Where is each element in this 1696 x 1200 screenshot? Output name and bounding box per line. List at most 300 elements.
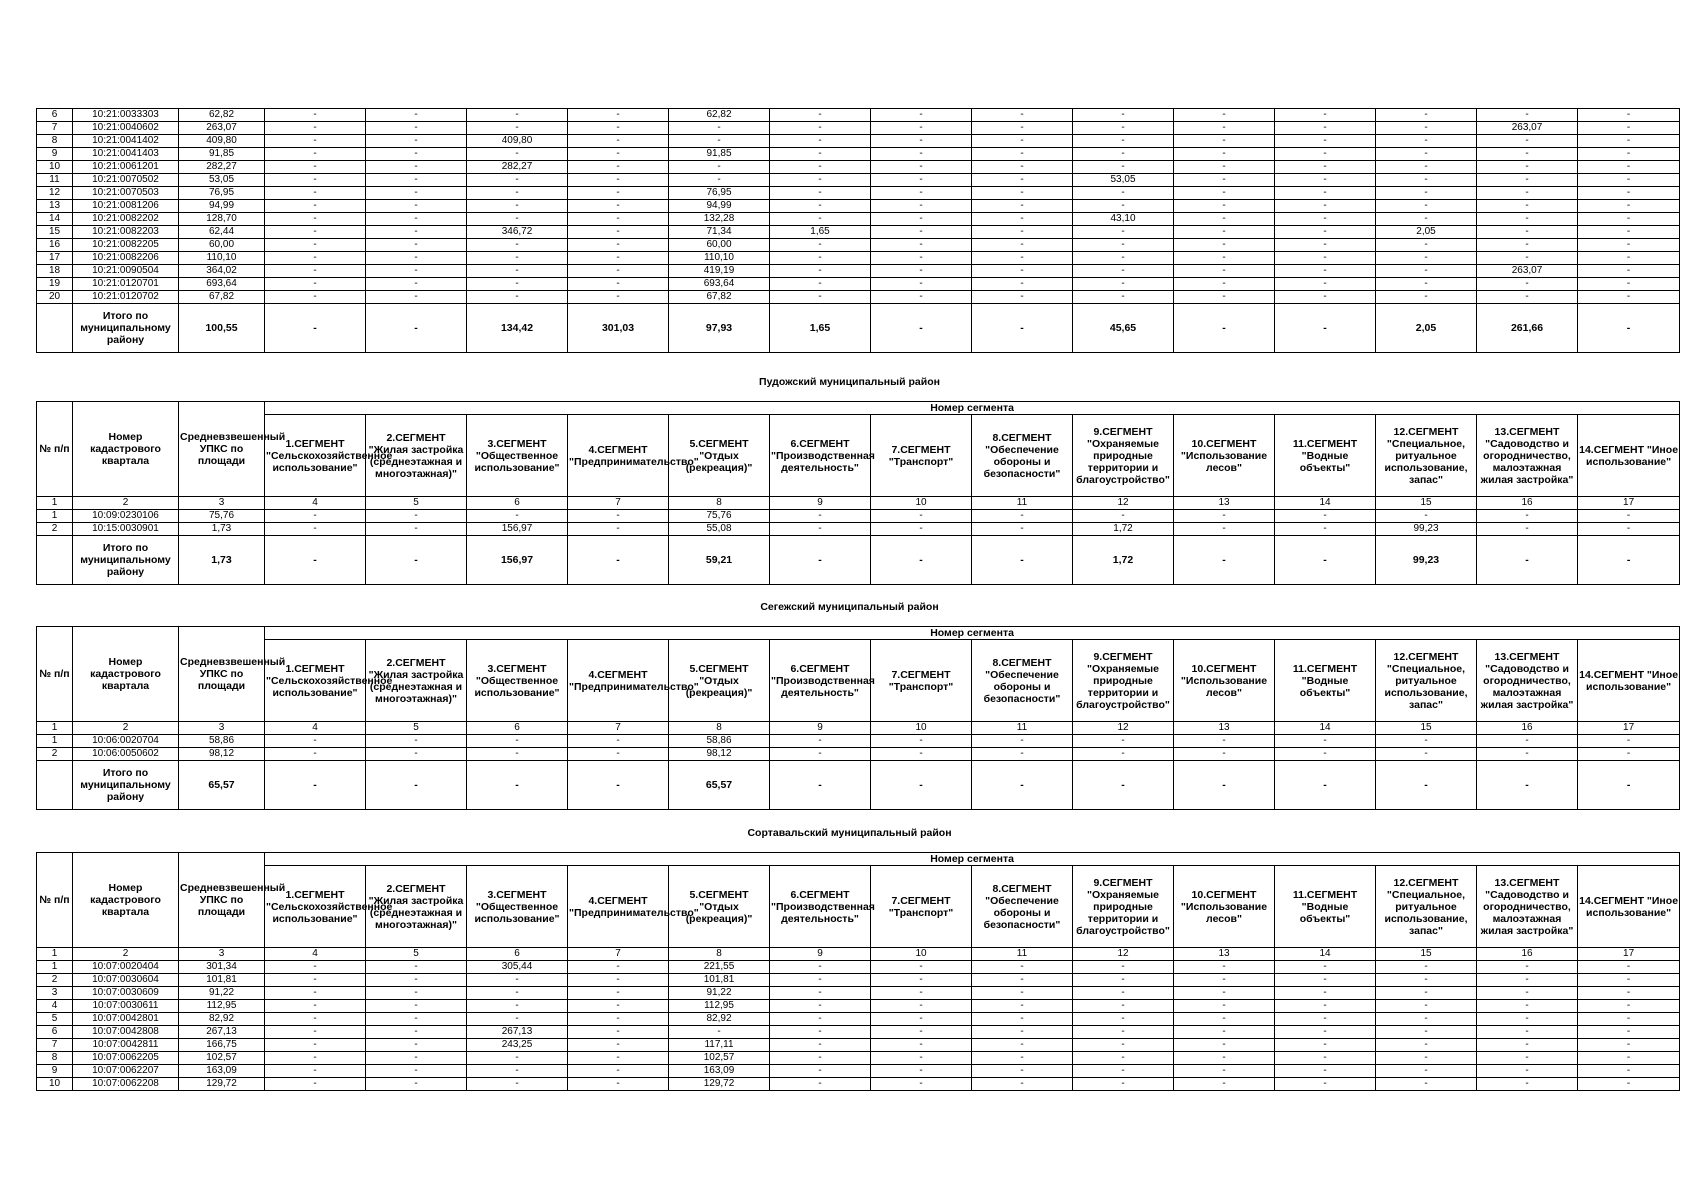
total-segment-4: - bbox=[568, 536, 669, 585]
segment-11-value: - bbox=[1275, 174, 1376, 187]
segment-4-value: - bbox=[568, 161, 669, 174]
table-pudozh bbox=[36, 401, 1680, 585]
header-segment-14: 14.СЕГМЕНТ "Иное использование" bbox=[1578, 640, 1680, 722]
cadastral-quarter: 10:06:0020704 bbox=[73, 735, 179, 748]
column-number-3: 3 bbox=[179, 948, 265, 961]
segment-11-value: - bbox=[1275, 278, 1376, 291]
segment-7-value: - bbox=[871, 961, 972, 974]
column-number-1: 1 bbox=[37, 722, 73, 735]
segment-5-value: 163,09 bbox=[669, 1065, 770, 1078]
segment-3-value: 409,80 bbox=[467, 135, 568, 148]
segment-3-value: - bbox=[467, 252, 568, 265]
header-segment-4: 4.СЕГМЕНТ "Предпринимательство" bbox=[568, 415, 669, 497]
segment-13-value: - bbox=[1477, 135, 1578, 148]
segment-10-value: - bbox=[1174, 1000, 1275, 1013]
segment-14-value: - bbox=[1578, 213, 1680, 226]
total-label: Итого по муниципальному району bbox=[73, 536, 179, 585]
segment-13-value: - bbox=[1477, 961, 1578, 974]
segment-12-value: - bbox=[1376, 148, 1477, 161]
segment-4-value: - bbox=[568, 278, 669, 291]
column-number-7: 7 bbox=[568, 722, 669, 735]
segment-11-value: - bbox=[1275, 974, 1376, 987]
column-number-1: 1 bbox=[37, 948, 73, 961]
segment-10-value: - bbox=[1174, 226, 1275, 239]
segment-2-value: - bbox=[366, 735, 467, 748]
header-segment-11: 11.СЕГМЕНТ "Водные объекты" bbox=[1275, 640, 1376, 722]
segment-11-value: - bbox=[1275, 1078, 1376, 1091]
row-number: 6 bbox=[37, 1026, 73, 1039]
segment-6-value: - bbox=[770, 1026, 871, 1039]
cadastral-quarter: 10:07:0042808 bbox=[73, 1026, 179, 1039]
segment-7-value: - bbox=[871, 161, 972, 174]
table-row bbox=[37, 109, 1680, 122]
segment-2-value: - bbox=[366, 265, 467, 278]
table-row bbox=[37, 1039, 1680, 1052]
segment-7-value: - bbox=[871, 510, 972, 523]
segment-12-value: - bbox=[1376, 510, 1477, 523]
avg-upks: 91,22 bbox=[179, 987, 265, 1000]
column-number-1: 1 bbox=[37, 497, 73, 510]
total-segment-13: 261,66 bbox=[1477, 304, 1578, 353]
cadastral-quarter: 10:21:0041402 bbox=[73, 135, 179, 148]
table-row bbox=[37, 748, 1680, 761]
header-segment-group: Номер сегмента bbox=[265, 853, 1680, 866]
segment-9-value: - bbox=[1073, 265, 1174, 278]
total-segment-3: 134,42 bbox=[467, 304, 568, 353]
segment-11-value: - bbox=[1275, 748, 1376, 761]
segment-2-value: - bbox=[366, 1065, 467, 1078]
segment-1-value: - bbox=[265, 252, 366, 265]
total-segment-7: - bbox=[871, 304, 972, 353]
segment-11-value: - bbox=[1275, 213, 1376, 226]
segment-3-value: 305,44 bbox=[467, 961, 568, 974]
segment-11-value: - bbox=[1275, 135, 1376, 148]
header-segment-13: 13.СЕГМЕНТ "Садоводство и огородничество, малоэтажная жилая застройка" bbox=[1477, 640, 1578, 722]
segment-6-value: - bbox=[770, 187, 871, 200]
segment-8-value: - bbox=[972, 974, 1073, 987]
avg-upks: 98,12 bbox=[179, 748, 265, 761]
header-segment-7: 7.СЕГМЕНТ "Транспорт" bbox=[871, 415, 972, 497]
row-number: 10 bbox=[37, 1078, 73, 1091]
segment-1-value: - bbox=[265, 174, 366, 187]
segment-11-value: - bbox=[1275, 252, 1376, 265]
header-segment-10: 10.СЕГМЕНТ "Использование лесов" bbox=[1174, 640, 1275, 722]
cadastral-quarter: 10:21:0070502 bbox=[73, 174, 179, 187]
header-segment-5: 5.СЕГМЕНТ "Отдых (рекреация)" bbox=[669, 415, 770, 497]
segment-6-value: - bbox=[770, 987, 871, 1000]
column-number-3: 3 bbox=[179, 722, 265, 735]
segment-7-value: - bbox=[871, 748, 972, 761]
total-label: Итого по муниципальному району bbox=[73, 761, 179, 810]
segment-3-value: - bbox=[467, 1065, 568, 1078]
avg-upks: 1,73 bbox=[179, 523, 265, 536]
segment-6-value: - bbox=[770, 1065, 871, 1078]
segment-13-value: - bbox=[1477, 161, 1578, 174]
table-row bbox=[37, 291, 1680, 304]
segment-3-value: 156,97 bbox=[467, 523, 568, 536]
segment-6-value: - bbox=[770, 252, 871, 265]
segment-9-value: 43,10 bbox=[1073, 213, 1174, 226]
row-number: 18 bbox=[37, 265, 73, 278]
segment-10-value: - bbox=[1174, 135, 1275, 148]
header-segment-14: 14.СЕГМЕНТ "Иное использование" bbox=[1578, 415, 1680, 497]
segment-5-value: 110,10 bbox=[669, 252, 770, 265]
segment-13-value: - bbox=[1477, 523, 1578, 536]
avg-upks: 263,07 bbox=[179, 122, 265, 135]
total-segment-1: - bbox=[265, 304, 366, 353]
segment-8-value: - bbox=[972, 523, 1073, 536]
segment-4-value: - bbox=[568, 122, 669, 135]
segment-1-value: - bbox=[265, 1000, 366, 1013]
column-number-9: 9 bbox=[770, 497, 871, 510]
segment-12-value: 99,23 bbox=[1376, 523, 1477, 536]
segment-14-value: - bbox=[1578, 148, 1680, 161]
total-row bbox=[37, 304, 1680, 353]
segment-1-value: - bbox=[265, 122, 366, 135]
header-segment-11: 11.СЕГМЕНТ "Водные объекты" bbox=[1275, 866, 1376, 948]
segment-1-value: - bbox=[265, 1039, 366, 1052]
segment-1-value: - bbox=[265, 239, 366, 252]
segment-14-value: - bbox=[1578, 187, 1680, 200]
segment-14-value: - bbox=[1578, 748, 1680, 761]
segment-4-value: - bbox=[568, 1078, 669, 1091]
table-row bbox=[37, 239, 1680, 252]
segment-14-value: - bbox=[1578, 109, 1680, 122]
avg-upks: 58,86 bbox=[179, 735, 265, 748]
total-segment-8: - bbox=[972, 536, 1073, 585]
table-row bbox=[37, 1078, 1680, 1091]
total-segment-10: - bbox=[1174, 304, 1275, 353]
column-number-16: 16 bbox=[1477, 722, 1578, 735]
segment-9-value: - bbox=[1073, 510, 1174, 523]
column-number-7: 7 bbox=[568, 497, 669, 510]
segment-8-value: - bbox=[972, 265, 1073, 278]
segment-5-value: - bbox=[669, 161, 770, 174]
cadastral-quarter: 10:07:0030604 bbox=[73, 974, 179, 987]
avg-upks: 409,80 bbox=[179, 135, 265, 148]
segment-10-value: - bbox=[1174, 187, 1275, 200]
cadastral-quarter: 10:21:0082203 bbox=[73, 226, 179, 239]
column-number-10: 10 bbox=[871, 948, 972, 961]
column-number-8: 8 bbox=[669, 497, 770, 510]
avg-upks: 94,99 bbox=[179, 200, 265, 213]
segment-2-value: - bbox=[366, 1000, 467, 1013]
cadastral-quarter: 10:21:0081206 bbox=[73, 200, 179, 213]
segment-7-value: - bbox=[871, 226, 972, 239]
segment-1-value: - bbox=[265, 961, 366, 974]
cadastral-quarter: 10:21:0033303 bbox=[73, 109, 179, 122]
segment-3-value: - bbox=[467, 510, 568, 523]
total-segment-11: - bbox=[1275, 304, 1376, 353]
segment-12-value: - bbox=[1376, 200, 1477, 213]
segment-6-value: - bbox=[770, 961, 871, 974]
segment-14-value: - bbox=[1578, 291, 1680, 304]
segment-7-value: - bbox=[871, 987, 972, 1000]
segment-3-value: - bbox=[467, 109, 568, 122]
district-title-pudozh: Пудожский муниципальный район bbox=[759, 376, 940, 388]
segment-14-value: - bbox=[1578, 735, 1680, 748]
segment-12-value: - bbox=[1376, 974, 1477, 987]
table-row bbox=[37, 161, 1680, 174]
row-number: 10 bbox=[37, 161, 73, 174]
avg-upks: 166,75 bbox=[179, 1039, 265, 1052]
segment-1-value: - bbox=[265, 510, 366, 523]
segment-6-value: - bbox=[770, 974, 871, 987]
segment-7-value: - bbox=[871, 1052, 972, 1065]
column-number-15: 15 bbox=[1376, 722, 1477, 735]
column-number-8: 8 bbox=[669, 948, 770, 961]
segment-5-value: - bbox=[669, 1026, 770, 1039]
segment-12-value: - bbox=[1376, 748, 1477, 761]
cadastral-quarter: 10:21:0041403 bbox=[73, 148, 179, 161]
column-number-15: 15 bbox=[1376, 497, 1477, 510]
segment-13-value: - bbox=[1477, 291, 1578, 304]
segment-11-value: - bbox=[1275, 161, 1376, 174]
segment-6-value: - bbox=[770, 291, 871, 304]
segment-7-value: - bbox=[871, 122, 972, 135]
segment-8-value: - bbox=[972, 291, 1073, 304]
column-number-14: 14 bbox=[1275, 497, 1376, 510]
segment-2-value: - bbox=[366, 200, 467, 213]
segment-5-value: 82,92 bbox=[669, 1013, 770, 1026]
column-number-13: 13 bbox=[1174, 948, 1275, 961]
segment-1-value: - bbox=[265, 974, 366, 987]
segment-14-value: - bbox=[1578, 1026, 1680, 1039]
total-segment-4: - bbox=[568, 761, 669, 810]
segment-9-value: - bbox=[1073, 239, 1174, 252]
header-segment-14: 14.СЕГМЕНТ "Иное использование" bbox=[1578, 866, 1680, 948]
cadastral-quarter: 10:07:0062207 bbox=[73, 1065, 179, 1078]
header-num: № п/п bbox=[37, 853, 73, 948]
header-segment-7: 7.СЕГМЕНТ "Транспорт" bbox=[871, 640, 972, 722]
segment-1-value: - bbox=[265, 1026, 366, 1039]
total-segment-13: - bbox=[1477, 536, 1578, 585]
segment-1-value: - bbox=[265, 1013, 366, 1026]
total-segment-2: - bbox=[366, 761, 467, 810]
total-segment-7: - bbox=[871, 536, 972, 585]
segment-1-value: - bbox=[265, 291, 366, 304]
segment-12-value: - bbox=[1376, 239, 1477, 252]
segment-4-value: - bbox=[568, 510, 669, 523]
total-segment-1: - bbox=[265, 761, 366, 810]
segment-12-value: - bbox=[1376, 1078, 1477, 1091]
row-number: 11 bbox=[37, 174, 73, 187]
segment-4-value: - bbox=[568, 148, 669, 161]
row-number: 2 bbox=[37, 523, 73, 536]
cadastral-quarter: 10:21:0090504 bbox=[73, 265, 179, 278]
segment-6-value: - bbox=[770, 161, 871, 174]
segment-7-value: - bbox=[871, 174, 972, 187]
header-segment-8: 8.СЕГМЕНТ "Обеспечение обороны и безопасности" bbox=[972, 415, 1073, 497]
segment-8-value: - bbox=[972, 1065, 1073, 1078]
segment-3-value: - bbox=[467, 291, 568, 304]
header-segment-10: 10.СЕГМЕНТ "Использование лесов" bbox=[1174, 866, 1275, 948]
segment-10-value: - bbox=[1174, 252, 1275, 265]
segment-6-value: - bbox=[770, 148, 871, 161]
segment-2-value: - bbox=[366, 523, 467, 536]
segment-4-value: - bbox=[568, 252, 669, 265]
header-segment-13: 13.СЕГМЕНТ "Садоводство и огородничество, малоэтажная жилая застройка" bbox=[1477, 866, 1578, 948]
segment-7-value: - bbox=[871, 1013, 972, 1026]
segment-2-value: - bbox=[366, 1039, 467, 1052]
total-segment-12: 2,05 bbox=[1376, 304, 1477, 353]
header-segment-3: 3.СЕГМЕНТ "Общественное использование" bbox=[467, 866, 568, 948]
segment-4-value: - bbox=[568, 1026, 669, 1039]
segment-11-value: - bbox=[1275, 987, 1376, 1000]
segment-9-value: - bbox=[1073, 735, 1174, 748]
segment-13-value: - bbox=[1477, 1000, 1578, 1013]
segment-4-value: - bbox=[568, 265, 669, 278]
segment-5-value: 75,76 bbox=[669, 510, 770, 523]
cadastral-quarter: 10:07:0020404 bbox=[73, 961, 179, 974]
segment-4-value: - bbox=[568, 974, 669, 987]
avg-upks: 60,00 bbox=[179, 239, 265, 252]
segment-1-value: - bbox=[265, 523, 366, 536]
table-segezha bbox=[36, 626, 1680, 810]
segment-3-value: 267,13 bbox=[467, 1026, 568, 1039]
segment-8-value: - bbox=[972, 161, 1073, 174]
segment-8-value: - bbox=[972, 239, 1073, 252]
total-segment-6: 1,65 bbox=[770, 304, 871, 353]
segment-2-value: - bbox=[366, 135, 467, 148]
column-number-16: 16 bbox=[1477, 948, 1578, 961]
segment-2-value: - bbox=[366, 148, 467, 161]
segment-14-value: - bbox=[1578, 1052, 1680, 1065]
total-segment-1: - bbox=[265, 536, 366, 585]
segment-7-value: - bbox=[871, 1065, 972, 1078]
segment-8-value: - bbox=[972, 735, 1073, 748]
header-segment-5: 5.СЕГМЕНТ "Отдых (рекреация)" bbox=[669, 640, 770, 722]
segment-7-value: - bbox=[871, 291, 972, 304]
total-segment-11: - bbox=[1275, 536, 1376, 585]
avg-upks: 693,64 bbox=[179, 278, 265, 291]
avg-upks: 163,09 bbox=[179, 1065, 265, 1078]
segment-14-value: - bbox=[1578, 523, 1680, 536]
segment-11-value: - bbox=[1275, 1013, 1376, 1026]
column-number-5: 5 bbox=[366, 722, 467, 735]
avg-upks: 102,57 bbox=[179, 1052, 265, 1065]
segment-1-value: - bbox=[265, 148, 366, 161]
segment-13-value: - bbox=[1477, 109, 1578, 122]
header-segment-group: Номер сегмента bbox=[265, 402, 1680, 415]
segment-12-value: - bbox=[1376, 265, 1477, 278]
segment-6-value: - bbox=[770, 523, 871, 536]
segment-3-value: - bbox=[467, 1052, 568, 1065]
segment-10-value: - bbox=[1174, 961, 1275, 974]
segment-14-value: - bbox=[1578, 122, 1680, 135]
segment-5-value: 71,34 bbox=[669, 226, 770, 239]
column-number-12: 12 bbox=[1073, 948, 1174, 961]
segment-1-value: - bbox=[265, 135, 366, 148]
column-number-17: 17 bbox=[1578, 497, 1680, 510]
segment-10-value: - bbox=[1174, 278, 1275, 291]
column-number-15: 15 bbox=[1376, 948, 1477, 961]
segment-13-value: - bbox=[1477, 213, 1578, 226]
header-segment-3: 3.СЕГМЕНТ "Общественное использование" bbox=[467, 640, 568, 722]
segment-6-value: 1,65 bbox=[770, 226, 871, 239]
segment-3-value: - bbox=[467, 987, 568, 1000]
segment-2-value: - bbox=[366, 291, 467, 304]
segment-4-value: - bbox=[568, 213, 669, 226]
segment-12-value: - bbox=[1376, 1052, 1477, 1065]
segment-9-value: - bbox=[1073, 1078, 1174, 1091]
cadastral-quarter: 10:07:0042811 bbox=[73, 1039, 179, 1052]
column-number-4: 4 bbox=[265, 948, 366, 961]
cadastral-quarter: 10:07:0030609 bbox=[73, 987, 179, 1000]
segment-14-value: - bbox=[1578, 974, 1680, 987]
segment-9-value: - bbox=[1073, 1039, 1174, 1052]
segment-8-value: - bbox=[972, 1000, 1073, 1013]
segment-7-value: - bbox=[871, 239, 972, 252]
total-blank bbox=[37, 304, 73, 353]
segment-2-value: - bbox=[366, 510, 467, 523]
table-row bbox=[37, 735, 1680, 748]
segment-12-value: - bbox=[1376, 252, 1477, 265]
column-number-2: 2 bbox=[73, 497, 179, 510]
segment-10-value: - bbox=[1174, 1078, 1275, 1091]
header-cadastral-quarter: Номер кадастрового квартала bbox=[73, 402, 179, 497]
segment-11-value: - bbox=[1275, 735, 1376, 748]
segment-8-value: - bbox=[972, 252, 1073, 265]
row-number: 14 bbox=[37, 213, 73, 226]
segment-7-value: - bbox=[871, 148, 972, 161]
avg-upks: 62,82 bbox=[179, 109, 265, 122]
cadastral-quarter: 10:21:0061201 bbox=[73, 161, 179, 174]
segment-14-value: - bbox=[1578, 510, 1680, 523]
segment-3-value: 346,72 bbox=[467, 226, 568, 239]
segment-3-value: 243,25 bbox=[467, 1039, 568, 1052]
segment-3-value: - bbox=[467, 1078, 568, 1091]
header-segment-8: 8.СЕГМЕНТ "Обеспечение обороны и безопасности" bbox=[972, 866, 1073, 948]
segment-5-value: - bbox=[669, 135, 770, 148]
row-number: 1 bbox=[37, 961, 73, 974]
header-segment-12: 12.СЕГМЕНТ "Специальное, ритуальное использование, запас" bbox=[1376, 640, 1477, 722]
segment-6-value: - bbox=[770, 1078, 871, 1091]
header-segment-4: 4.СЕГМЕНТ "Предпринимательство" bbox=[568, 866, 669, 948]
segment-7-value: - bbox=[871, 1026, 972, 1039]
segment-12-value: - bbox=[1376, 735, 1477, 748]
segment-9-value: - bbox=[1073, 1026, 1174, 1039]
column-number-13: 13 bbox=[1174, 497, 1275, 510]
segment-8-value: - bbox=[972, 748, 1073, 761]
segment-11-value: - bbox=[1275, 239, 1376, 252]
header-segment-3: 3.СЕГМЕНТ "Общественное использование" bbox=[467, 415, 568, 497]
table-row bbox=[37, 265, 1680, 278]
column-number-4: 4 bbox=[265, 722, 366, 735]
avg-upks: 110,10 bbox=[179, 252, 265, 265]
segment-9-value: - bbox=[1073, 961, 1174, 974]
column-number-10: 10 bbox=[871, 497, 972, 510]
avg-upks: 67,82 bbox=[179, 291, 265, 304]
total-avg-upks: 1,73 bbox=[179, 536, 265, 585]
segment-11-value: - bbox=[1275, 122, 1376, 135]
header-avg-upks: Средневзвешенный УПКС по площади bbox=[179, 627, 265, 722]
segment-7-value: - bbox=[871, 1000, 972, 1013]
segment-8-value: - bbox=[972, 987, 1073, 1000]
header-segment-1: 1.СЕГМЕНТ "Сельскохозяйственное использование" bbox=[265, 866, 366, 948]
segment-9-value: - bbox=[1073, 974, 1174, 987]
segment-7-value: - bbox=[871, 213, 972, 226]
row-number: 7 bbox=[37, 122, 73, 135]
header-segment-1: 1.СЕГМЕНТ "Сельскохозяйственное использование" bbox=[265, 640, 366, 722]
segment-12-value: - bbox=[1376, 291, 1477, 304]
segment-9-value: - bbox=[1073, 161, 1174, 174]
segment-5-value: 58,86 bbox=[669, 735, 770, 748]
total-avg-upks: 100,55 bbox=[179, 304, 265, 353]
segment-10-value: - bbox=[1174, 109, 1275, 122]
total-segment-3: - bbox=[467, 761, 568, 810]
segment-4-value: - bbox=[568, 291, 669, 304]
